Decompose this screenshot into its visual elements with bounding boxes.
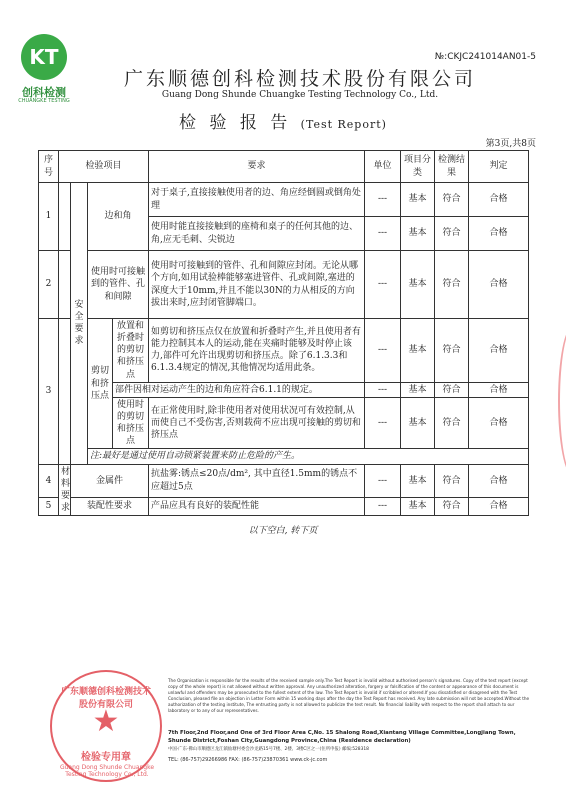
- row-1-verdict-b: 合格: [469, 217, 529, 251]
- group-spacer: [59, 251, 71, 319]
- row-2-unit: ---: [365, 251, 401, 319]
- header-result: 检测结果: [435, 151, 469, 183]
- row-4-category: 基本: [401, 464, 435, 497]
- table-row: [39, 183, 529, 217]
- row-5-category: 基本: [401, 497, 435, 515]
- row-3-note: 注:最好是通过使用自动锁紧装置来防止危险的产生。: [88, 449, 529, 464]
- row-4-verdict: 合格: [469, 464, 529, 497]
- group-material-label: 材料要求: [59, 464, 71, 516]
- test-results-table: [38, 150, 529, 516]
- row-3b-unit: ---: [365, 382, 401, 397]
- inspection-seal: [50, 670, 162, 782]
- contact-info: TEL: (86-757)29266986 FAX: (86-757)23870361 www.ck-jc.com: [168, 757, 328, 763]
- row-1-no: 1: [39, 183, 59, 251]
- table-row: [39, 464, 529, 497]
- row-5-req: 产品应具有良好的装配性能: [149, 497, 365, 515]
- group-cut-label: 剪切和挤压点: [88, 319, 113, 449]
- row-3b-result: 符合: [435, 382, 469, 397]
- report-title-cn: 检 验 报 告: [179, 113, 292, 133]
- row-3b-req: 部件因相对运动产生的边和角应符合6.1.1的规定。: [113, 382, 365, 397]
- row-3c-unit: ---: [365, 397, 401, 449]
- report-number: №:CKJC241014AN01-5: [434, 52, 536, 62]
- row-3c-item: 使用时的剪切和挤压点: [113, 397, 149, 449]
- row-1-req-a: 对于桌子,直接接触使用者的边、角应经倒圆或倒角处理: [149, 183, 365, 217]
- header-verdict: 判定: [469, 151, 529, 183]
- address-cn: 中国·广东·佛山市顺德区龙江镇仙塘村委会沙龙路15号7楼、2楼、3楼C区之一(住所申报) 邮编:528318: [168, 747, 369, 752]
- company-logo: [14, 34, 74, 118]
- row-3b-verdict: 合格: [469, 382, 529, 397]
- header-no: 序号: [39, 151, 59, 183]
- address-en: 7th Floor,2nd Floor,and One of 3rd Floor Area C,No. 15 Shalong Road,Xiantang Village Committee,Longjiang Town, Shunde District,Foshan City,Guangdong Province,China (Residence declaration): [168, 730, 516, 744]
- seal-star-icon: ★: [92, 704, 120, 739]
- report-title: [0, 108, 566, 133]
- report-title-en: (Test Report): [300, 118, 387, 131]
- disclaimer-text: The Organisation is responsible for the results of the received sample only.The Test Report is invalid without authorised person's signatures. Copy of the test report (except copy of the whole report) is not allowed without written approval. Any unauthorized alteration, forgery or falsification of the content or appearance of this document is unlawful and offenders may be prosecuted to the fullest extent of the law. The Test Report is invalid if scribbled or altered.If you dissatisfied or disagreed with the Test Conclusion, pleased file an objection in Letter Form within 15 working days after the day the Test Report has received. Any late submission will not be accepted.Without the authorization of the testing institute, The entrusting party is not allowed to publicize the test result. No financial liability with respect to the report shall attach to our laboratory or to any of our representatives.: [168, 678, 530, 714]
- row-2-result: 符合: [435, 251, 469, 319]
- row-2-req: 使用时可接触到的管件、孔和间隙应封闭。无论从哪个方向,如用试验棒能够塞进管件、孔或间隙,塞进的深度大于10mm,并且不能以30N的力从相反的方向拔出来时,应封闭管脚端口。: [149, 251, 365, 319]
- row-2-category: 基本: [401, 251, 435, 319]
- seam-stamp-mark: [556, 326, 566, 476]
- table-header-row: [39, 151, 529, 183]
- row-1-result-a: 符合: [435, 183, 469, 217]
- row-3a-req: 如剪切和挤压点仅在放置和折叠时产生,并且使用者有能力控制其本人的运动,能在夹痛时能够及时停止该力,部件可允许出现剪切和挤压点。除了6.1.3.3和6.1.3.4规定的情况,其他情况均适用此条。: [149, 319, 365, 383]
- row-3c-category: 基本: [401, 397, 435, 449]
- row-5-item: 装配性要求: [71, 497, 149, 515]
- row-1-unit-a: ---: [365, 183, 401, 217]
- company-name-en: Guang Dong Shunde Chuangke Testing Technology Co., Ltd.: [161, 90, 439, 100]
- logo-mark: KT: [21, 34, 67, 80]
- row-5-unit: ---: [365, 497, 401, 515]
- page-info: 第3页,共8页: [485, 139, 536, 149]
- row-3c-req: 在正常使用时,除非使用者对使用状况可有效控制,从而使自己不受伤害,否则载荷不应出现可接触的剪切和挤压点: [149, 397, 365, 449]
- row-3c-verdict: 合格: [469, 397, 529, 449]
- row-3a-item: 放置和折叠时的剪切和挤压点: [113, 319, 149, 383]
- logo-en-text: CHUANGKE TESTING: [18, 98, 70, 104]
- row-1-unit-b: ---: [365, 217, 401, 251]
- row-5-verdict: 合格: [469, 497, 529, 515]
- row-3a-category: 基本: [401, 319, 435, 383]
- row-1-category-a: 基本: [401, 183, 435, 217]
- row-3a-verdict: 合格: [469, 319, 529, 383]
- header-requirement: 要求: [149, 151, 365, 183]
- group-spacer: [59, 183, 71, 251]
- row-1-item: 边和角: [88, 183, 149, 251]
- row-2-no: 2: [39, 251, 59, 319]
- row-2-item: 使用时可接触到的管件、孔和间隙: [88, 251, 149, 319]
- row-5-result: 符合: [435, 497, 469, 515]
- continued-note: 以下空白, 转下页: [248, 526, 318, 536]
- header-item: 检验项目: [59, 151, 149, 183]
- logo-cn-text: 创科检测: [22, 86, 66, 99]
- row-4-req: 抗盐雾:锈点≤20点/dm², 其中直径1.5mm的锈点不应超过5点: [149, 464, 365, 497]
- row-4-unit: ---: [365, 464, 401, 497]
- table-row: [39, 497, 529, 515]
- row-1-category-b: 基本: [401, 217, 435, 251]
- group-safety-label: 安全要求: [71, 183, 88, 465]
- table-row: [39, 397, 529, 449]
- row-4-item: 金属件: [71, 464, 149, 497]
- header-unit: 单位: [365, 151, 401, 183]
- table-row: [39, 319, 529, 383]
- row-1-verdict-a: 合格: [469, 183, 529, 217]
- row-3-no: 3: [39, 319, 59, 465]
- group-spacer: [59, 319, 71, 465]
- row-3a-unit: ---: [365, 319, 401, 383]
- table-row: [39, 382, 529, 397]
- seal-company-text: 广东顺德创科检测技术股份有限公司: [60, 687, 151, 710]
- row-3a-result: 符合: [435, 319, 469, 383]
- table-row: [39, 251, 529, 319]
- table-note-row: [39, 449, 529, 464]
- row-1-result-b: 符合: [435, 217, 469, 251]
- seal-en-text: Guang Dong Shunde Chuangke Testing Technology Co., Ltd.: [59, 764, 155, 778]
- row-5-no: 5: [39, 497, 59, 515]
- row-1-req-b: 使用时能直接接触到的座椅和桌子的任何其他的边、角,应无毛刺、尖锐边: [149, 217, 365, 251]
- company-name-cn: 广东顺德创科检测技术股份有限公司: [123, 68, 476, 90]
- row-2-verdict: 合格: [469, 251, 529, 319]
- header-category: 项目分类: [401, 151, 435, 183]
- row-4-no: 4: [39, 464, 59, 497]
- row-3c-result: 符合: [435, 397, 469, 449]
- row-3b-category: 基本: [401, 382, 435, 397]
- row-4-result: 符合: [435, 464, 469, 497]
- seal-label: 检验专用章: [81, 752, 131, 763]
